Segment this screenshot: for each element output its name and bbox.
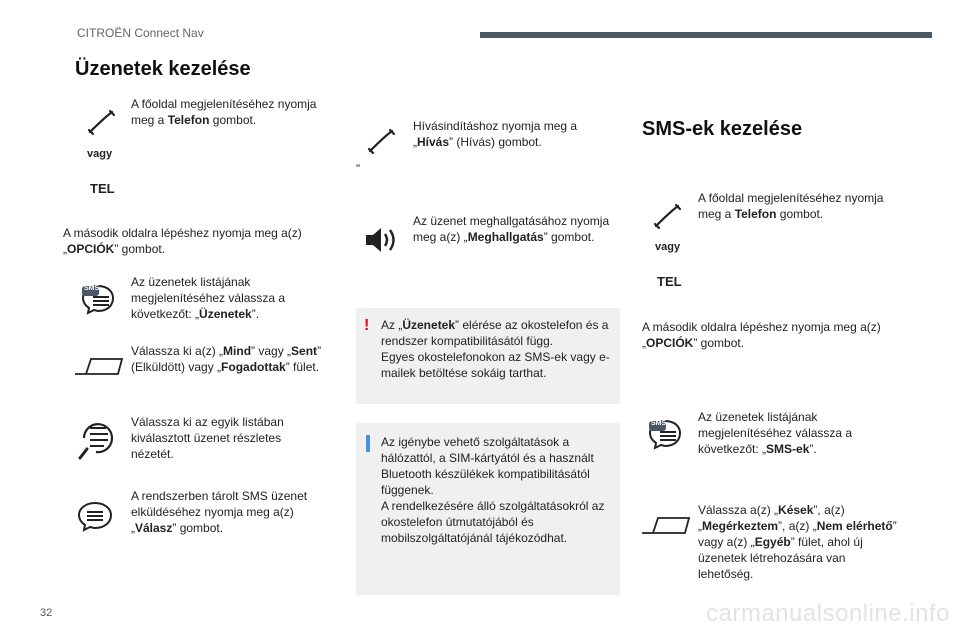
reply-message-icon bbox=[76, 500, 114, 532]
section-title-messages: Üzenetek kezelése bbox=[75, 58, 251, 80]
sms-icon-label: SMS bbox=[84, 285, 100, 292]
step-kesek: Válassza a(z) „Kések”, a(z) „Megérkeztem”, a(z) „Nem elérhető” vagy a(z) „Egyéb” fület, ahol új üzenetek létrehozására van lehetőség. bbox=[698, 503, 897, 581]
info-icon bbox=[366, 435, 370, 452]
step-valasz: A rendszerben tárolt SMS üzenet elküldéséhez nyomja meg a(z) „Válasz” gombot. bbox=[131, 489, 308, 535]
phone-handset-icon-call bbox=[366, 127, 396, 155]
or-label-right: vagy bbox=[655, 241, 681, 253]
stray-quote: ” bbox=[356, 162, 360, 176]
or-label: vagy bbox=[87, 148, 113, 160]
phone-handset-icon bbox=[86, 108, 116, 136]
info-text: Az igénybe vehető szolgáltatások a hálózattól, a SIM-kártyától és a használt Bluetooth készülékek kompatibilitásától függenek. A rendelkezésére álló szolgáltatásokról az okostelefon útmutatójából és mobilszolgáltatójánál tájékozódhat. bbox=[381, 435, 605, 545]
warning-icon: ! bbox=[364, 317, 370, 334]
watermark: carmanualsonline.info bbox=[706, 600, 950, 627]
step-mind-sent: Válassza ki a(z) „Mind” vagy „Sent” (Elküldött) vagy „Fogadottak” fület. bbox=[131, 344, 322, 374]
warning-text: Az „Üzenetek” elérése az okostelefon és a rendszer kompatibilitásától függ. Egyes okostelefonokon az SMS-ek vagy e-mailek betöltése sokáig tarthat. bbox=[381, 318, 610, 380]
step-telefon: A főoldal megjelenítéséhez nyomja meg a Telefon gombot. bbox=[131, 97, 317, 127]
sms-icon-label-right: SMS bbox=[651, 420, 667, 427]
tel-label: TEL bbox=[90, 181, 115, 196]
step-opciok-right: A második oldalra lépéshez nyomja meg a(z) „OPCIÓK” gombot. bbox=[642, 320, 881, 350]
tab-icon-right bbox=[641, 514, 691, 536]
phone-handset-icon-right bbox=[652, 202, 682, 230]
page-number: 32 bbox=[40, 607, 53, 619]
tel-label-right: TEL bbox=[657, 274, 682, 289]
step-sms-ek: Az üzenetek listájának megjelenítéséhez válassza a következőt: „SMS-ek”. bbox=[698, 410, 853, 456]
speaker-icon bbox=[364, 225, 400, 255]
step-meghallgatas: Az üzenet meghallgatásához nyomja meg a(z) „Meghallgatás” gombot. bbox=[413, 214, 610, 244]
step-detail-view: Válassza ki az egyik listában kiválasztott üzenet részletes nézetét. bbox=[131, 415, 284, 461]
search-list-icon bbox=[78, 418, 116, 462]
header-title: CITROËN Connect Nav bbox=[77, 26, 204, 40]
step-telefon-right: A főoldal megjelenítéséhez nyomja meg a Telefon gombot. bbox=[698, 191, 884, 221]
info-box bbox=[356, 423, 620, 595]
header-bar bbox=[480, 32, 932, 38]
step-opciok: A második oldalra lépéshez nyomja meg a(z) „OPCIÓK” gombot. bbox=[63, 226, 302, 256]
step-uzenetek: Az üzenetek listájának megjelenítéséhez válassza a következőt: „Üzenetek”. bbox=[131, 275, 286, 321]
tab-icon bbox=[74, 355, 124, 377]
warning-box bbox=[356, 308, 620, 404]
section-title-sms: SMS-ek kezelése bbox=[642, 118, 803, 140]
step-hivas: Hívásindításhoz nyomja meg a „Hívás” (Hívás) gombot. bbox=[413, 119, 578, 149]
